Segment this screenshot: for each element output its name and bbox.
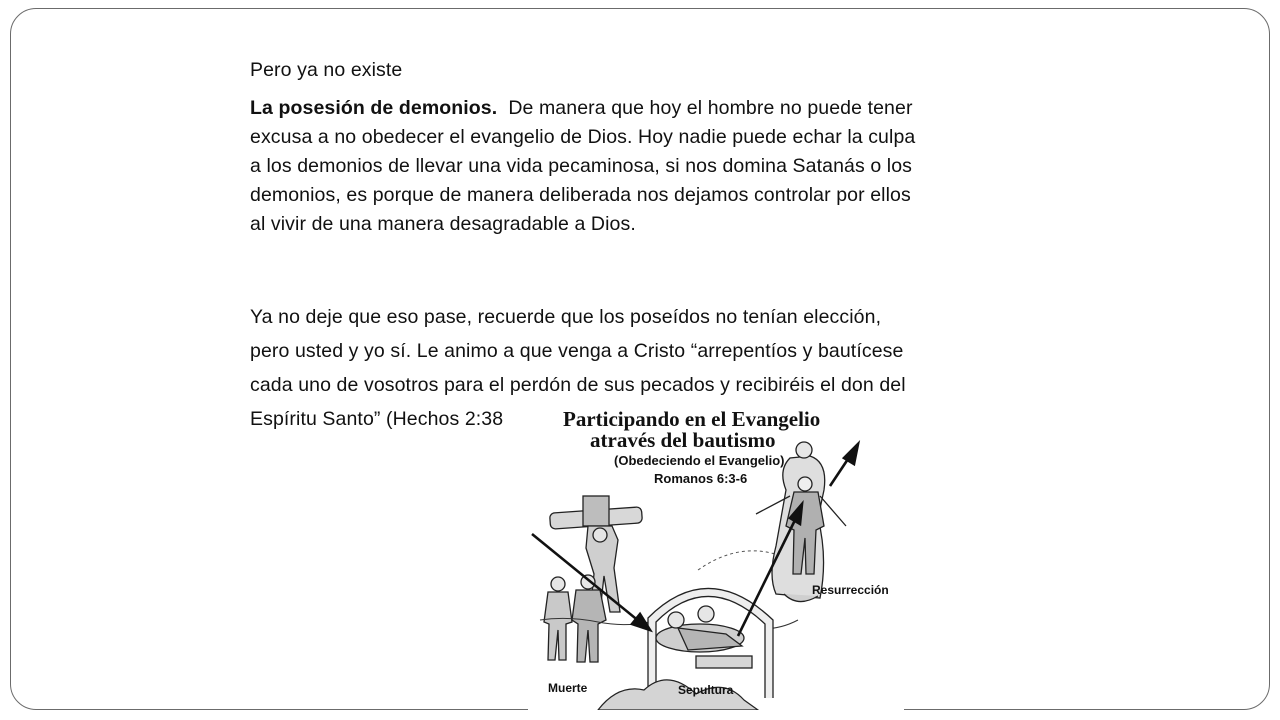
figure-subtitle: (Obedeciendo el Evangelio)	[614, 453, 785, 468]
baptism-illustration	[528, 398, 904, 710]
paragraph-line	[250, 94, 1010, 123]
label-resurrection: Resurrección	[812, 583, 889, 597]
figure-title-line2: através del bautismo	[590, 428, 776, 452]
bold-lead: La posesión de demonios.	[250, 97, 498, 119]
paragraph-line: cada uno de vosotros para el perdón de sus pecados y recibiréis el don del	[250, 374, 906, 396]
paragraph-demons	[250, 94, 1010, 239]
label-burial: Sepultura	[678, 683, 734, 697]
paragraph-line: pero usted y yo sí. Le animo a que venga a Cristo “arrepentíos y bautícese	[250, 340, 904, 362]
figure-reference: Romanos 6:3-6	[654, 471, 748, 486]
paragraph-line: Espíritu Santo” (Hechos 2:38	[250, 408, 504, 430]
label-death: Muerte	[548, 681, 588, 695]
paragraph-line: excusa a no obedecer el evangelio de Dios. Hoy nadie puede echar la culpa	[250, 126, 916, 148]
paragraph-line: Ya no deje que eso pase, recuerde que los poseídos no tenían elección,	[250, 306, 882, 328]
figure-title-line1: Participando en el Evangelio	[563, 407, 821, 431]
intro-text: Pero ya no existe	[250, 59, 403, 81]
paragraph-line-text: De manera que hoy el hombre no puede tener	[497, 97, 913, 119]
paragraph-line: demonios, es porque de manera deliberada nos dejamos controlar por ellos	[250, 184, 911, 206]
paragraph-line: al vivir de una manera desagradable a Dios.	[250, 213, 636, 235]
intro-line	[250, 56, 402, 85]
paragraph-line: a los demonios de llevar una vida pecaminosa, si nos domina Satanás o los	[250, 155, 913, 177]
